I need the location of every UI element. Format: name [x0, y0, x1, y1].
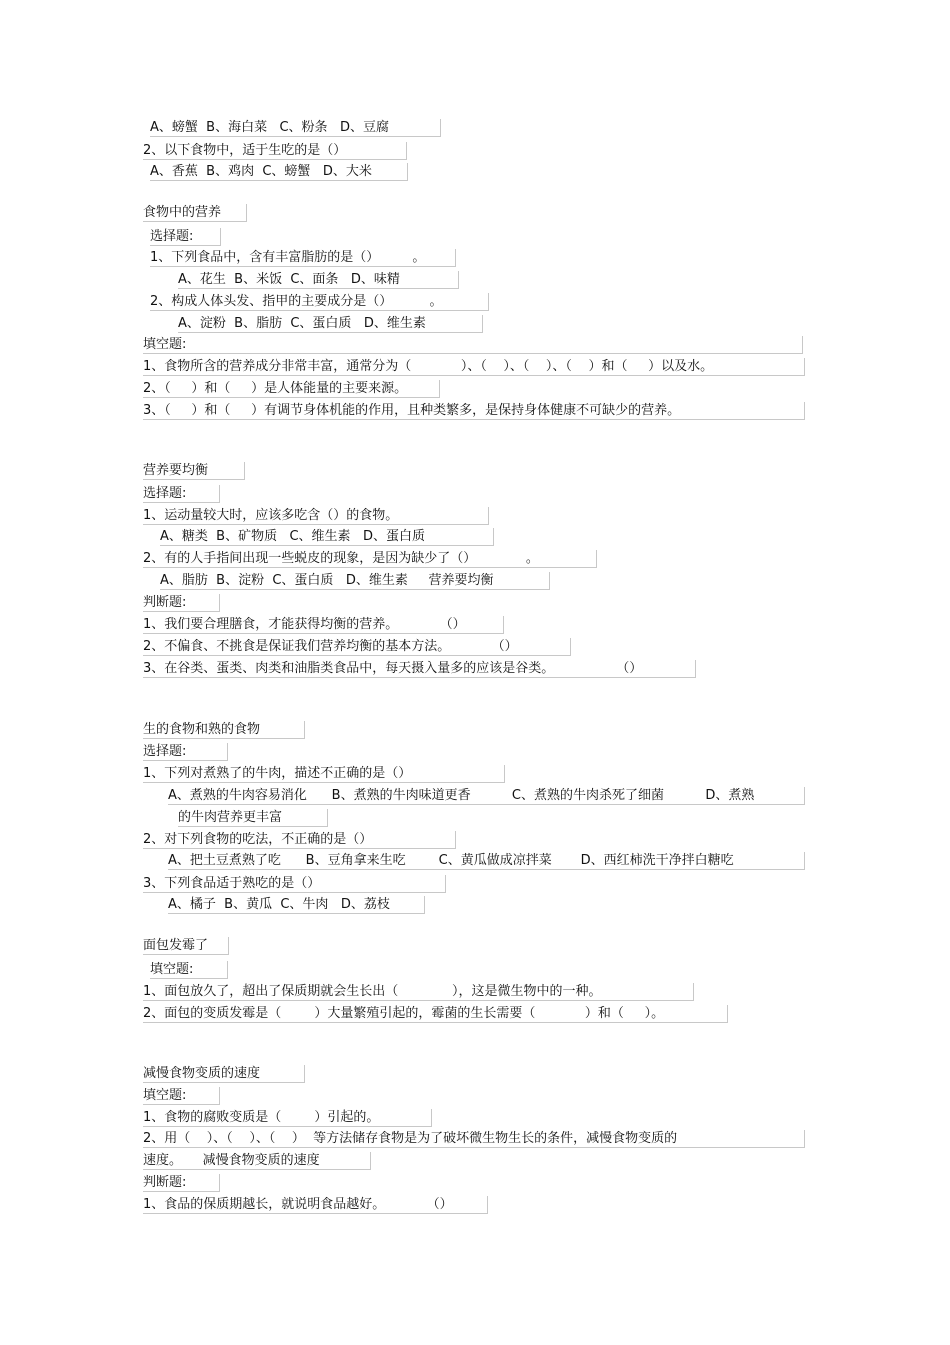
text-line: 1、下列对煮熟了的牛肉，描述不正确的是（）: [143, 765, 505, 783]
text-line: 2、以下食物中，适于生吃的是（）: [143, 142, 407, 160]
text-line: 3、下列食品适于熟吃的是（）: [143, 875, 446, 893]
section-heading: 生的食物和熟的食物: [143, 721, 305, 739]
text-line: 3、（ ）和（ ）有调节身体机能的作用，且种类繁多，是保持身体健康不可缺少的营养。: [143, 402, 805, 420]
text-line: 选择题:: [143, 485, 220, 503]
text-line: 2、对下列食物的吃法，不正确的是（）: [143, 831, 456, 849]
text-line: 2、面包的变质发霉是（ ）大量繁殖引起的，霉菌的生长需要（ ）和（ ）。: [143, 1005, 728, 1023]
text-line: 2、（ ）和（ ）是人体能量的主要来源。: [143, 380, 440, 398]
text-line: 填空题:: [143, 336, 803, 354]
text-line: A、螃蟹 B、海白菜 C、粉条 D、豆腐: [150, 119, 441, 137]
text-line: A、橘子 B、黄瓜 C、牛肉 D、荔枝: [168, 896, 425, 914]
text-line: A、香蕉 B、鸡肉 C、螃蟹 D、大米: [150, 163, 408, 181]
text-line: A、把土豆煮熟了吃 B、豆角拿来生吃 C、黄瓜做成凉拌菜 D、西红柿洗干净拌白糖吃: [168, 852, 805, 870]
text-line: 填空题:: [150, 961, 228, 979]
text-line: 1、我们要合理膳食，才能获得均衡的营养。 （）: [143, 616, 504, 634]
text-line: A、糖类 B、矿物质 C、维生素 D、蛋白质: [160, 528, 494, 546]
section-heading: 面包发霉了: [143, 937, 229, 955]
text-line: 2、构成人体头发、指甲的主要成分是（） 。: [150, 293, 489, 311]
text-line: 2、不偏食、不挑食是保证我们营养均衡的基本方法。 （）: [143, 638, 571, 656]
text-line: 2、用（ ）、（ ）、（ ） 等方法储存食物是为了破坏微生物生长的条件，减慢食物变质的: [143, 1130, 805, 1148]
text-line: 填空题:: [143, 1087, 220, 1105]
section-heading: 减慢食物变质的速度: [143, 1065, 305, 1083]
section-heading: 营养要均衡: [143, 462, 245, 480]
text-line: A、煮熟的牛肉容易消化 B、煮熟的牛肉味道更香 C、煮熟的牛肉杀死了细菌 D、煮熟: [168, 787, 805, 805]
text-line: A、脂肪 B、淀粉 C、蛋白质 D、维生素 营养要均衡: [160, 572, 550, 590]
text-line: 1、食物所含的营养成分非常丰富，通常分为（ ）、（ ）、（ ）、（ ）和（ ）以及水。: [143, 358, 805, 376]
text-line: 速度。 减慢食物变质的速度: [143, 1152, 371, 1170]
text-line: 1、下列食品中，含有丰富脂肪的是（） 。: [150, 249, 456, 267]
text-line: 判断题:: [143, 1174, 220, 1192]
text-line: 1、运动量较大时，应该多吃含（）的食物。: [143, 507, 489, 525]
text-line: 2、有的人手指间出现一些蜕皮的现象，是因为缺少了（） 。: [143, 550, 597, 568]
section-heading: 食物中的营养: [143, 204, 247, 222]
text-line: A、花生 B、米饭 C、面条 D、味精: [178, 271, 459, 289]
text-line: 1、食品的保质期越长，就说明食品越好。 （）: [143, 1196, 488, 1214]
text-line: 的牛肉营养更丰富: [178, 809, 328, 827]
text-line: 判断题:: [143, 594, 220, 612]
text-line: 选择题:: [143, 743, 228, 761]
text-line: 1、面包放久了，超出了保质期就会生长出（ ），这是微生物中的一种。: [143, 983, 694, 1001]
text-line: 1、食物的腐败变质是（ ）引起的。: [143, 1109, 432, 1127]
text-line: A、淀粉 B、脂肪 C、蛋白质 D、维生素: [178, 315, 483, 333]
text-line: 3、在谷类、蛋类、肉类和油脂类食品中，每天摄入量多的应该是谷类。 （）: [143, 660, 696, 678]
text-line: 选择题:: [150, 228, 221, 246]
